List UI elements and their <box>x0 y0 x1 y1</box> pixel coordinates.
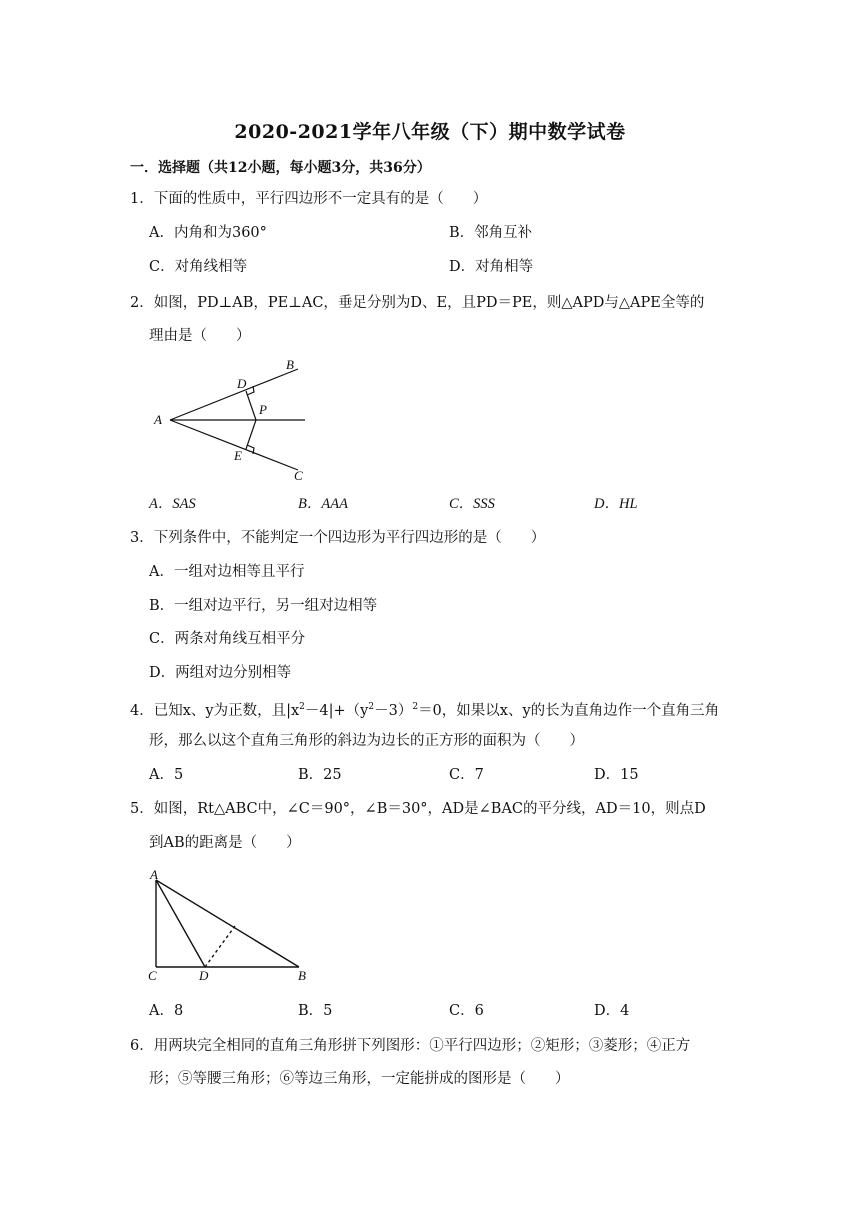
q2-label-d: D <box>237 376 247 391</box>
q5-label-a: A <box>150 867 158 882</box>
q2-stem-line1: 2．如图，PD⊥AB，PE⊥AC，垂足分别为D、E，且PD＝PE，则△APD与△APE全等的 <box>130 295 705 311</box>
q6-stem-line1: 6．用两块完全相同的直角三角形拼下列图形：①平行四边形；②矩形；③菱形；④正方 <box>130 1038 691 1054</box>
q2-label-c: C <box>294 468 303 483</box>
q5-option-b: B．5 <box>298 1003 333 1019</box>
q3-option-a: A．一组对边相等且平行 <box>149 564 305 580</box>
q3-stem: 3．下列条件中，不能判定一个四边形为平行四边形的是（ ） <box>130 530 546 546</box>
q5-label-c: C <box>148 968 157 983</box>
q1-option-d: D．对角相等 <box>449 259 534 275</box>
q5-stem-line1: 5．如图，Rt△ABC中，∠C＝90°，∠B＝30°，AD是∠BAC的平分线，AD＝10，则点D <box>130 801 706 817</box>
section-heading: 一．选择题（共12小题，每小题3分，共36分） <box>130 160 431 176</box>
q3-option-c: C．两条对角线互相平分 <box>149 631 306 647</box>
q1-option-b: B．邻角互补 <box>449 225 533 241</box>
q2-option-b: B．AAA <box>298 496 348 512</box>
q5-option-d: D．4 <box>594 1003 630 1019</box>
q4-option-c: C．7 <box>449 767 484 783</box>
q5-label-d: D <box>199 968 209 983</box>
exam-title: 2020-2021学年八年级（下）期中数学试卷 <box>234 121 626 143</box>
q4-stem-line2: 形，那么以这个直角三角形的斜边为边长的正方形的面积为（ ） <box>149 733 584 749</box>
q4-option-a: A．5 <box>149 767 184 783</box>
q4-option-d: D．15 <box>594 767 639 783</box>
q5-label-b: B <box>298 968 306 983</box>
q2-stem-line2: 理由是（ ） <box>149 328 251 344</box>
q1-stem: 1．下面的性质中，平行四边形不一定具有的是（ ） <box>130 191 488 207</box>
q5-figure <box>142 866 317 986</box>
q5-stem-line2: 到AB的距离是（ ） <box>149 835 301 851</box>
q4-stem-line1: 4．已知x、y为正数，且$|x^2-4|+(y^2-3)^2=0$，如果以x、y的长为直角边作一个直角三角 <box>130 702 720 719</box>
q2-figure <box>148 352 318 487</box>
q5-option-a: A．8 <box>149 1003 184 1019</box>
q3-option-b: B．一组对边平行，另一组对边相等 <box>149 598 378 614</box>
q2-option-d: D．HL <box>594 496 638 512</box>
q3-option-d: D．两组对边分别相等 <box>149 665 292 681</box>
q1-option-a: A．内角和为360° <box>149 225 267 241</box>
q5-option-c: C．6 <box>449 1003 484 1019</box>
q1-option-c: C．对角线相等 <box>149 259 248 275</box>
q2-label-p: P <box>259 402 267 417</box>
q6-stem-line2: 形；⑤等腰三角形；⑥等边三角形，一定能拼成的图形是（ ） <box>149 1071 570 1087</box>
q2-option-a: A．SAS <box>149 496 196 512</box>
q4-option-b: B．25 <box>298 767 342 783</box>
q2-label-a: A <box>154 412 162 427</box>
q2-label-e: E <box>234 448 242 463</box>
q2-option-c: C．SSS <box>449 496 495 512</box>
q2-label-b: B <box>286 357 294 372</box>
